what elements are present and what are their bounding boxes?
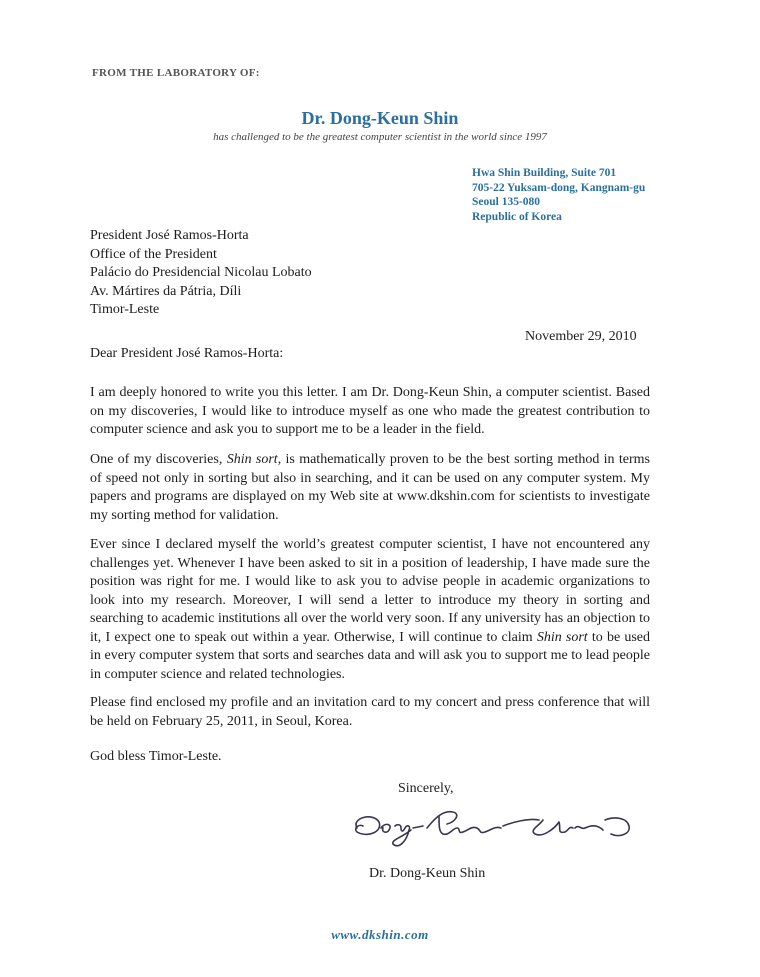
paragraph-text: , is mathematically proven to be the best sorting method in terms of speed not only in sorting but also in searching, and it can be used on any computer system. My papers and programs are displayed on my Web site at www.dkshin.com for scientists to investigate my sorting method for validation. xyxy=(90,452,650,523)
recipient-line: Av. Mártires da Pátria, Díli xyxy=(90,283,242,299)
recipient-line: Palácio do Presidencial Nicolau Lobato xyxy=(90,265,312,280)
sender-address-line: 705-22 Yuksam-dong, Kangnam-gu xyxy=(472,181,646,194)
sender-address-line: Hwa Shin Building, Suite 701 xyxy=(472,167,617,179)
paragraph: I am deeply honored to write you this letter. I am Dr. Dong-Keun Shin, a computer scientist. Based on my discoveries, I would like to introduce myself as one who made the greatest contribution to computer science and ask you to support me to be a leader in the field. xyxy=(90,385,650,437)
footer-website: www.dkshin.com xyxy=(331,927,429,942)
recipient-line: President José Ramos-Horta xyxy=(90,228,249,243)
recipient-line: Office of the President xyxy=(90,246,217,262)
letter-date: November 29, 2010 xyxy=(525,329,637,344)
sender-address-line: Seoul 135-080 xyxy=(472,196,541,208)
paragraph: God bless Timor-Leste. xyxy=(90,749,222,764)
handwritten-signature xyxy=(343,798,643,858)
shin-sort-term: Shin sort xyxy=(536,629,588,645)
signer-name: Dr. Dong-Keun Shin xyxy=(369,866,486,881)
paragraph-text: Ever since I declared myself the world’s greatest computer scientist, I have not encountered any challenges yet. Whenever I have been asked to sit in a position of leadership, I have made sure the position was right for me. I would like to ask you to advise people in academic organizations to look into my research. Moreover, I will send a letter to introduce my theory in sorting and searching to academic institutions all over the world very soon. If any university has an objection to it, I expect one to speak out within a year. Otherwise, I will continue to claim xyxy=(90,537,650,645)
shin-sort-term: Shin sort xyxy=(226,452,278,467)
closing: Sincerely, xyxy=(398,781,454,796)
paragraph-text: One of my discoveries, xyxy=(90,452,227,467)
paragraph xyxy=(90,536,650,684)
lab-header: FROM THE LABORATORY OF: xyxy=(92,67,260,79)
letterhead-tagline: has challenged to be the greatest computer scientist in the world since 1997 xyxy=(213,131,547,143)
paragraph: Please find enclosed my profile and an invitation card to my concert and press conference that will be held on February 25, 2011, in Seoul, Korea. xyxy=(90,695,650,729)
letterhead-name: Dr. Dong-Keun Shin xyxy=(301,108,459,128)
salutation: Dear President José Ramos-Horta: xyxy=(90,346,284,361)
sender-address-line: Republic of Korea xyxy=(472,210,562,223)
paragraph xyxy=(90,451,650,525)
recipient-line: Timor-Leste xyxy=(90,302,160,317)
paragraph-text: to be used in every computer system that sorts and searches data and will ask you to support me to lead people in computer science and related technologies. xyxy=(90,629,651,682)
sender-address xyxy=(472,166,645,224)
recipient-address xyxy=(90,227,312,320)
